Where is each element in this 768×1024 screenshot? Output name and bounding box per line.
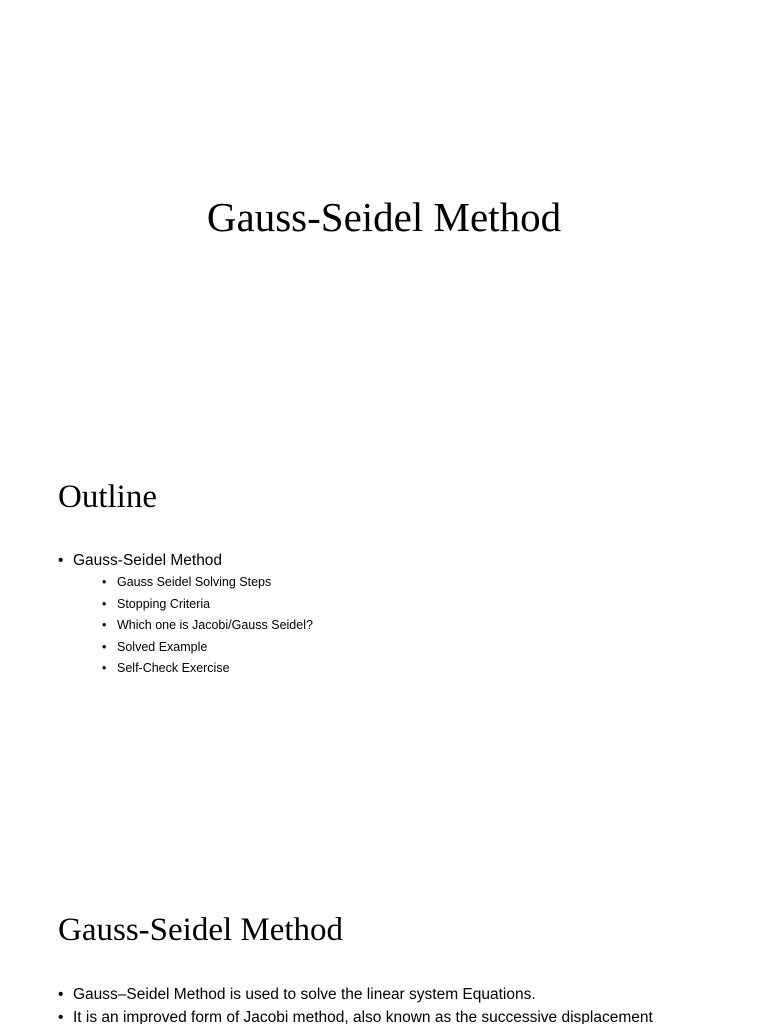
outline-item-label: Gauss-Seidel Method bbox=[73, 552, 223, 569]
outline-heading: Outline bbox=[58, 479, 157, 515]
slide-title: Gauss-Seidel Method bbox=[206, 194, 562, 240]
outline-subitem-label: Gauss Seidel Solving Steps bbox=[117, 575, 272, 589]
outline-item bbox=[58, 550, 313, 680]
method-slide bbox=[0, 862, 768, 1024]
bullet-icon: • bbox=[102, 661, 107, 675]
outline-subitem-label: Solved Example bbox=[117, 639, 208, 654]
bullet-icon: • bbox=[58, 552, 64, 569]
outline-slide bbox=[0, 430, 768, 862]
bullet-icon: • bbox=[58, 986, 64, 1003]
method-bullet-text: It is an improved form of Jacobi method, also known as the successive displacement bbox=[73, 1009, 653, 1024]
outline-subitem bbox=[102, 572, 313, 594]
outline-subitem-label: Which one is Jacobi/Gauss Seidel? bbox=[117, 618, 313, 632]
bullet-icon: • bbox=[58, 1009, 64, 1024]
bullet-icon: • bbox=[102, 596, 107, 611]
method-bullet-list bbox=[58, 983, 653, 1024]
method-heading: Gauss-Seidel Method bbox=[58, 912, 344, 948]
title-slide bbox=[0, 0, 768, 430]
outline-subitem bbox=[102, 658, 313, 680]
outline-subitem-label: Self-Check Exercise bbox=[117, 661, 230, 675]
method-bullet bbox=[58, 983, 653, 1006]
bullet-icon: • bbox=[102, 575, 107, 589]
outline-subitem bbox=[102, 594, 313, 616]
outline-subitem bbox=[102, 615, 313, 637]
bullet-icon: • bbox=[102, 639, 107, 654]
method-bullet-text: Gauss–Seidel Method is used to solve the linear system Equations. bbox=[73, 986, 536, 1003]
outline-list bbox=[58, 550, 313, 680]
method-bullet bbox=[58, 1006, 653, 1024]
outline-subitem bbox=[102, 637, 313, 659]
outline-subitem-label: Stopping Criteria bbox=[117, 596, 211, 611]
outline-sublist bbox=[73, 572, 313, 680]
bullet-icon: • bbox=[102, 618, 107, 632]
